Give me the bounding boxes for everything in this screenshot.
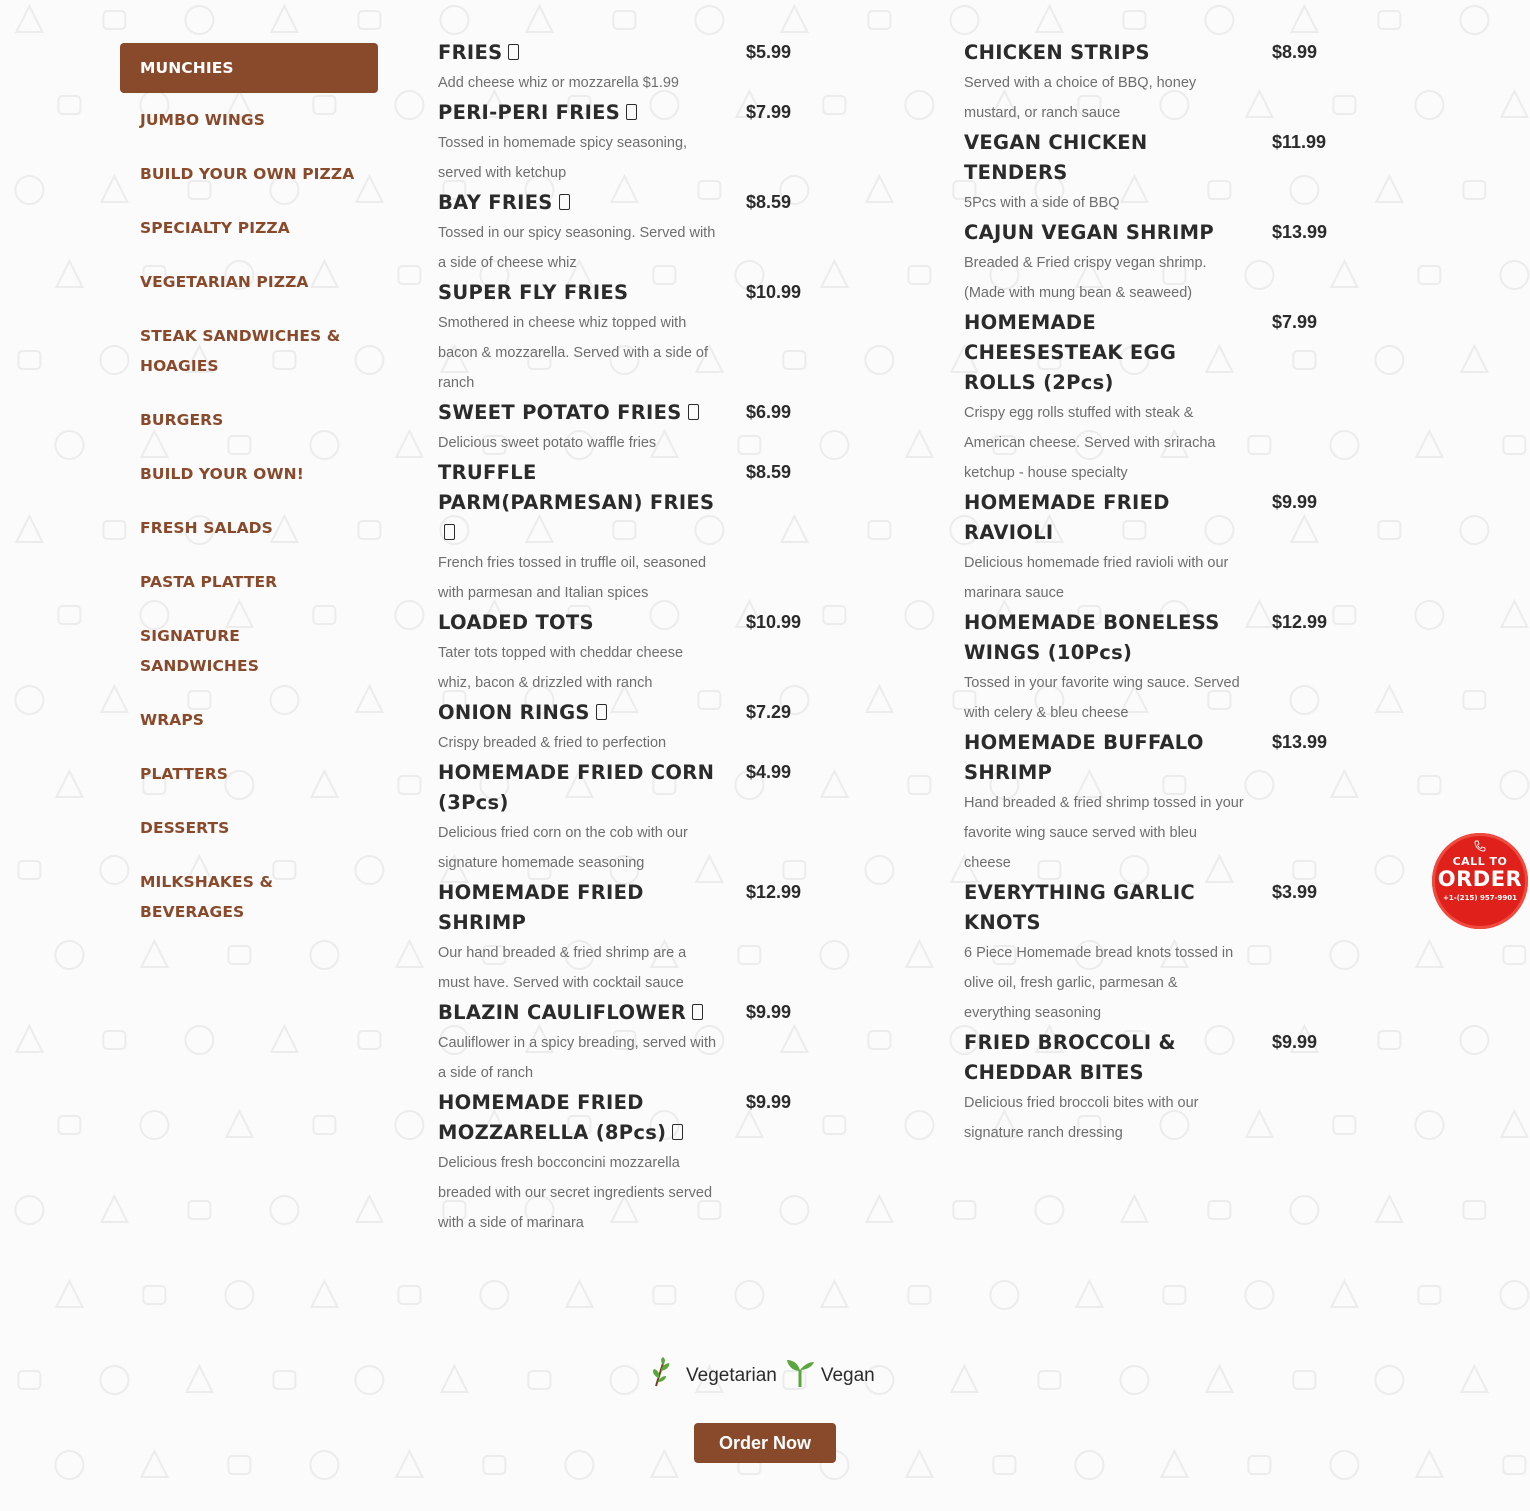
menu-item-price: $5.99 bbox=[746, 42, 792, 62]
menu-item-name-text: HOMEMADE FRIED RAVIOLI bbox=[964, 491, 1170, 544]
phone-icon bbox=[1474, 840, 1486, 852]
sidebar-item-vegetarian-pizza[interactable]: VEGETARIAN PIZZA bbox=[140, 273, 309, 291]
sidebar-item-build-your-own[interactable]: BUILD YOUR OWN! bbox=[140, 465, 304, 483]
call-badge-line1: CALL TO bbox=[1452, 855, 1508, 868]
menu-item-description: Crispy breaded & fried to perfection bbox=[438, 735, 667, 751]
menu-item-description: Delicious sweet potato waffle fries bbox=[438, 435, 657, 451]
vegetarian-marker-icon bbox=[626, 104, 637, 120]
menu-item-name bbox=[438, 458, 728, 548]
menu-item-price: $8.59 bbox=[746, 192, 792, 212]
menu-item bbox=[964, 488, 1344, 608]
menu-item-name bbox=[964, 488, 1254, 548]
menu-item-description: Breaded & Fried crispy vegan shrimp. (Made with mung bean & seaweed) bbox=[964, 255, 1207, 301]
menu-item-name bbox=[964, 218, 1254, 248]
menu-item-description: Tossed in your favorite wing sauce. Served with celery & bleu cheese bbox=[964, 675, 1240, 721]
sidebar-item-milkshakes-beverages[interactable]: MILKSHAKES & BEVERAGES bbox=[140, 873, 274, 921]
menu-item-description: Hand breaded & fried shrimp tossed in your favorite wing sauce served with bleu cheese bbox=[964, 795, 1244, 871]
menu-item-price: $13.99 bbox=[1272, 732, 1328, 752]
menu-item-price: $12.99 bbox=[746, 882, 802, 902]
menu-item-name bbox=[438, 188, 728, 218]
menu-item-description: Tater tots topped with cheddar cheese whiz, bacon & drizzled with ranch bbox=[438, 645, 684, 691]
menu-item bbox=[438, 278, 818, 398]
sidebar-item-pasta-platter[interactable]: PASTA PLATTER bbox=[140, 573, 278, 591]
menu-item-name bbox=[438, 1088, 728, 1148]
menu-item bbox=[964, 1028, 1344, 1148]
order-now-button[interactable]: Order Now bbox=[694, 1423, 836, 1463]
menu-item-price: $7.29 bbox=[746, 702, 792, 722]
menu-item-name-text: CHICKEN STRIPS bbox=[964, 41, 1150, 64]
sidebar-item-platters[interactable]: PLATTERS bbox=[140, 765, 229, 783]
vegetarian-marker-icon bbox=[692, 1004, 703, 1020]
sidebar-item-steak-sandwiches-hoagies[interactable]: STEAK SANDWICHES & HOAGIES bbox=[140, 327, 341, 375]
menu-item-description: Add cheese whiz or mozzarella $1.99 bbox=[438, 75, 679, 91]
legend-vegetarian-label: Vegetarian bbox=[686, 1365, 777, 1386]
menu-item-price: $13.99 bbox=[1272, 222, 1328, 242]
call-badge-line2: ORDER bbox=[1437, 867, 1523, 891]
vegetarian-marker-icon bbox=[672, 1124, 683, 1140]
menu-item-name bbox=[964, 38, 1254, 68]
menu-item-price: $3.99 bbox=[1272, 882, 1318, 902]
menu-item bbox=[438, 698, 818, 758]
sidebar-item-jumbo-wings[interactable]: JUMBO WINGS bbox=[140, 111, 265, 129]
menu-item-name-text: VEGAN CHICKEN TENDERS bbox=[964, 131, 1148, 184]
menu-item-name bbox=[964, 1028, 1254, 1088]
herb-leaf-icon bbox=[650, 1356, 680, 1388]
menu-item-name-text: BLAZIN CAULIFLOWER bbox=[438, 1001, 687, 1024]
menu-item-price: $9.99 bbox=[746, 1092, 792, 1112]
menu-item bbox=[964, 728, 1344, 878]
menu-item-name-text: HOMEMADE FRIED CORN (3Pcs) bbox=[438, 761, 715, 814]
menu-item-name-text: SWEET POTATO FRIES bbox=[438, 401, 682, 424]
menu-item-description: Delicious fried corn on the cob with our signature homemade seasoning bbox=[438, 825, 688, 871]
menu-item-price: $11.99 bbox=[1272, 132, 1327, 152]
menu-item-name bbox=[438, 878, 728, 938]
menu-item-description: Delicious homemade fried ravioli with our marinara sauce bbox=[964, 555, 1229, 601]
menu-item-description: Delicious fresh bocconcini mozzarella breaded with our secret ingredients served with a side of marinara bbox=[438, 1155, 713, 1231]
menu-item-name-text: HOMEMADE BUFFALO SHRIMP bbox=[964, 731, 1204, 784]
menu-item-price: $4.99 bbox=[746, 762, 792, 782]
menu-item-price: $9.99 bbox=[746, 1002, 792, 1022]
menu-item-name-text: SUPER FLY FRIES bbox=[438, 281, 629, 304]
sidebar-item-wraps[interactable]: WRAPS bbox=[140, 711, 205, 729]
menu-item bbox=[964, 878, 1344, 1028]
menu-item-name-text: EVERYTHING GARLIC KNOTS bbox=[964, 881, 1195, 934]
menu-item-name-text: HOMEMADE BONELESS WINGS (10Pcs) bbox=[964, 611, 1220, 664]
menu-item-price: $12.99 bbox=[1272, 612, 1328, 632]
menu-item-name bbox=[438, 758, 728, 818]
menu-item-price: $8.99 bbox=[1272, 42, 1318, 62]
menu-item-name bbox=[964, 308, 1254, 398]
menu-item bbox=[438, 188, 818, 278]
menu-item-name-text: HOMEMADE FRIED MOZZARELLA (8Pcs) bbox=[438, 1091, 667, 1144]
menu-item-name bbox=[438, 98, 728, 128]
vegetarian-marker-icon bbox=[444, 524, 455, 540]
menu-item-name-text: HOMEMADE FRIED SHRIMP bbox=[438, 881, 644, 934]
menu-item bbox=[964, 38, 1344, 128]
menu-item-name bbox=[964, 878, 1254, 938]
menu-item-price: $10.99 bbox=[746, 282, 802, 302]
menu-item-price: $6.99 bbox=[746, 402, 792, 422]
vegetarian-marker-icon bbox=[596, 704, 607, 720]
menu-item-name-text: BAY FRIES bbox=[438, 191, 553, 214]
menu-item-price: $8.59 bbox=[746, 462, 792, 482]
menu-item-description: Delicious fried broccoli bites with our signature ranch dressing bbox=[964, 1095, 1199, 1141]
menu-item bbox=[438, 458, 818, 608]
menu-item-name-text: ONION RINGS bbox=[438, 701, 590, 724]
menu-item-price: $9.99 bbox=[1272, 492, 1318, 512]
vegetarian-marker-icon bbox=[508, 44, 519, 60]
menu-item-description: French fries tossed in truffle oil, seasoned with parmesan and Italian spices bbox=[438, 555, 707, 601]
menu-item-name bbox=[438, 608, 728, 638]
call-to-order-badge[interactable] bbox=[1432, 833, 1528, 929]
menu-item-price: $7.99 bbox=[1272, 312, 1318, 332]
menu-item bbox=[438, 98, 818, 188]
menu-item bbox=[438, 878, 818, 998]
menu-item-price: $7.99 bbox=[746, 102, 792, 122]
menu-item bbox=[964, 218, 1344, 308]
menu-item-description: Tossed in homemade spicy seasoning, served with ketchup bbox=[438, 135, 688, 181]
menu-item-description: Smothered in cheese whiz topped with bacon & mozzarella. Served with a side of ranch bbox=[438, 315, 708, 391]
menu-item bbox=[438, 758, 818, 878]
diet-legend bbox=[650, 1356, 883, 1388]
menu-item bbox=[438, 608, 818, 698]
menu-item bbox=[438, 1088, 818, 1238]
sidebar-item-build-your-own-pizza[interactable]: BUILD YOUR OWN PIZZA bbox=[140, 165, 355, 183]
menu-item-description: Served with a choice of BBQ, honey mustard, or ranch sauce bbox=[964, 75, 1197, 121]
menu-item-price: $9.99 bbox=[1272, 1032, 1318, 1052]
menu-item-name bbox=[438, 698, 728, 728]
menu-item-name-text: TRUFFLE PARM(PARMESAN) FRIES bbox=[438, 461, 715, 514]
legend-vegan-label: Vegan bbox=[820, 1365, 875, 1386]
menu-item-name-text: FRIED BROCCOLI & CHEDDAR BITES bbox=[964, 1031, 1176, 1084]
menu-item-name-text: PERI-PERI FRIES bbox=[438, 101, 621, 124]
sidebar-item-fresh-salads[interactable]: FRESH SALADS bbox=[140, 519, 273, 537]
menu-item-description: Crispy egg rolls stuffed with steak & American cheese. Served with sriracha ketchup - house specialty bbox=[964, 405, 1216, 481]
vegetarian-marker-icon bbox=[688, 404, 699, 420]
menu-item-name bbox=[964, 128, 1254, 188]
sidebar-item-desserts[interactable]: DESSERTS bbox=[140, 819, 230, 837]
vegetarian-marker-icon bbox=[559, 194, 570, 210]
menu-item-description: Tossed in our spicy seasoning. Served with a side of cheese whiz bbox=[438, 225, 716, 271]
menu-item-name bbox=[964, 608, 1254, 668]
menu-item-name-text: CAJUN VEGAN SHRIMP bbox=[964, 221, 1214, 244]
menu-item-name-text: HOMEMADE CHEESESTEAK EGG ROLLS (2Pcs) bbox=[964, 311, 1177, 394]
menu-item-name-text: FRIES bbox=[438, 41, 503, 64]
menu-item-description: Our hand breaded & fried shrimp are a must have. Served with cocktail sauce bbox=[438, 945, 687, 991]
call-badge-phone: +1-(215) 957-9901 bbox=[1442, 894, 1518, 902]
menu-item bbox=[964, 308, 1344, 488]
menu-item-name bbox=[964, 728, 1254, 788]
sidebar-item-signature-sandwiches[interactable]: SIGNATURE SANDWICHES bbox=[140, 627, 259, 675]
menu-column-left bbox=[438, 38, 818, 1238]
menu-item bbox=[964, 128, 1344, 218]
menu-item-description: 6 Piece Homemade bread knots tossed in olive oil, fresh garlic, parmesan & everything seasoning bbox=[964, 945, 1234, 1021]
menu-item-description: Cauliflower in a spicy breading, served with a side of ranch bbox=[438, 1035, 717, 1081]
menu-item-name bbox=[438, 278, 728, 308]
menu-item bbox=[438, 38, 818, 98]
sidebar-item-munchies[interactable]: MUNCHIES bbox=[120, 43, 378, 93]
sidebar-item-burgers[interactable]: BURGERS bbox=[140, 411, 224, 429]
menu-item-name-text: LOADED TOTS bbox=[438, 611, 594, 634]
menu-item bbox=[438, 398, 818, 458]
menu-item bbox=[964, 608, 1344, 728]
menu-item-name bbox=[438, 398, 728, 428]
menu-item-name bbox=[438, 998, 728, 1028]
menu-item-description: 5Pcs with a side of BBQ bbox=[964, 195, 1120, 211]
sprout-icon bbox=[785, 1356, 815, 1388]
sidebar-item-specialty-pizza[interactable]: SPECIALTY PIZZA bbox=[140, 219, 290, 237]
category-sidebar bbox=[120, 43, 378, 939]
menu-column-right bbox=[964, 38, 1344, 1148]
menu-item-name bbox=[438, 38, 728, 68]
menu-item-price: $10.99 bbox=[746, 612, 802, 632]
menu-item bbox=[438, 998, 818, 1088]
